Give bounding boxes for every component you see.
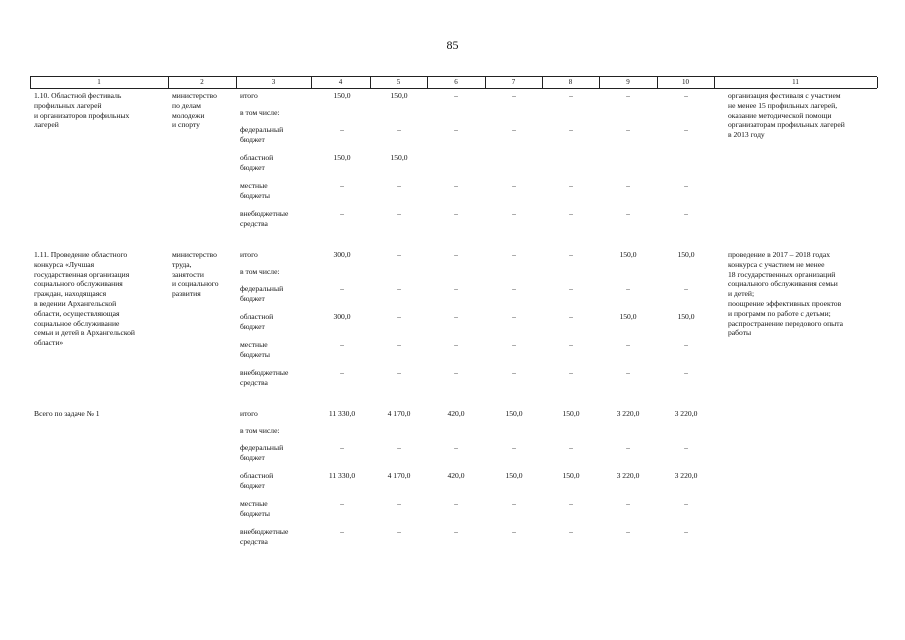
funding-value: – [569, 250, 573, 259]
funding-source-label: бюджет [240, 162, 265, 172]
measure-text: социальное обслуживание [34, 318, 120, 328]
funding-value: – [626, 209, 630, 218]
funding-value: – [397, 181, 401, 190]
funding-value: – [684, 284, 688, 293]
funding-value: 150,0 [333, 153, 351, 162]
funding-value: 150,0 [562, 409, 580, 418]
executor-text: министерство [172, 250, 217, 259]
funding-source-label: бюджет [240, 293, 265, 303]
funding-value: 3 220,0 [674, 471, 698, 480]
funding-value: – [397, 368, 401, 377]
funding-value: 150,0 [390, 91, 408, 100]
measure-text: конкурса «Лучшая [34, 259, 95, 269]
funding-value: – [454, 125, 458, 134]
page-number: 85 [446, 38, 459, 52]
funding-source-label: бюджет [240, 480, 265, 490]
funding-source-label: местные [240, 499, 268, 508]
funding-source-label: местные [240, 340, 268, 349]
funding-source-label: средства [240, 536, 268, 546]
measure-text: в ведении Архангельской [34, 299, 117, 308]
funding-source-label: внебюджетные [240, 368, 289, 377]
result-text: и программ по работе с детьми; [728, 308, 831, 318]
funding-source-label: бюджеты [240, 349, 270, 359]
executor-text: и спорту [172, 120, 200, 130]
column-number: 10 [682, 78, 689, 86]
column-number: 8 [568, 78, 573, 86]
funding-value: 150,0 [677, 312, 695, 321]
funding-value: – [569, 209, 573, 218]
funding-source-label: внебюджетные [240, 209, 289, 218]
column-number: 3 [271, 78, 276, 86]
measure-text: области, осуществляющая [34, 308, 120, 318]
column-number: 2 [200, 78, 204, 86]
funding-source-label: бюджеты [240, 190, 270, 200]
funding-source-label: местные [240, 181, 268, 190]
funding-source-label: средства [240, 218, 268, 228]
funding-source-label: бюджет [240, 452, 265, 462]
funding-source-label: итого [240, 91, 258, 100]
funding-value: – [512, 312, 516, 321]
measure-text: социального обслуживания [34, 279, 123, 289]
result-text: и детей; [728, 289, 755, 299]
funding-value: – [340, 368, 344, 377]
funding-source-label: внебюджетные [240, 527, 289, 536]
funding-value: – [454, 250, 458, 259]
funding-source-label: бюджет [240, 134, 265, 144]
funding-value: – [684, 443, 688, 452]
funding-value: 11 330,0 [328, 471, 356, 480]
funding-value: – [626, 527, 630, 536]
funding-value: – [454, 91, 458, 100]
funding-value: – [512, 527, 516, 536]
funding-source-label: областной [240, 153, 274, 162]
funding-value: – [512, 91, 516, 100]
funding-value: – [340, 527, 344, 536]
funding-source-label: в том числе: [240, 108, 280, 117]
funding-value: 3 220,0 [674, 409, 698, 418]
executor-text: по делам [172, 100, 201, 110]
measure-text: семьи и детей в Архангельской [34, 328, 135, 338]
executor-text: развития [172, 289, 201, 299]
column-number: 6 [454, 78, 458, 86]
funding-value: – [684, 340, 688, 349]
funding-value: – [684, 527, 688, 536]
funding-source-label: федеральный [240, 284, 284, 293]
funding-value: – [626, 368, 630, 377]
funding-source-label: средства [240, 377, 268, 387]
funding-value: – [454, 499, 458, 508]
funding-value: – [454, 368, 458, 377]
column-number: 1 [97, 78, 101, 86]
executor-text: и социального [172, 279, 219, 289]
measure-text: профильных лагерей [34, 100, 102, 110]
funding-value: – [569, 340, 573, 349]
executor-text: занятости [172, 269, 204, 279]
funding-value: – [512, 368, 516, 377]
funding-value: 300,0 [333, 250, 351, 259]
funding-value: 300,0 [333, 312, 351, 321]
executor-text: труда, [172, 259, 192, 269]
funding-source-label: областной [240, 312, 274, 321]
funding-value: – [626, 499, 630, 508]
result-text: оказание методической помощи [728, 110, 832, 120]
funding-value: – [569, 368, 573, 377]
funding-value: – [340, 284, 344, 293]
funding-value: 4 170,0 [387, 409, 411, 418]
funding-value: – [684, 181, 688, 190]
funding-value: 150,0 [619, 250, 637, 259]
funding-value: – [684, 91, 688, 100]
funding-value: – [512, 209, 516, 218]
funding-value: – [397, 340, 401, 349]
funding-source-label: федеральный [240, 125, 284, 134]
funding-value: – [397, 499, 401, 508]
funding-value: 4 170,0 [387, 471, 411, 480]
funding-value: – [569, 443, 573, 452]
column-number-header [30, 76, 877, 89]
funding-value: 150,0 [505, 409, 523, 418]
measure-text: государственная организация [34, 269, 130, 279]
result-text: организаторам профильных лагерей [728, 120, 845, 130]
funding-value: – [512, 284, 516, 293]
funding-value: – [684, 209, 688, 218]
funding-value: – [454, 209, 458, 218]
funding-value: – [397, 250, 401, 259]
funding-value: 150,0 [619, 312, 637, 321]
funding-value: 150,0 [390, 153, 408, 162]
funding-value: – [569, 284, 573, 293]
funding-value: – [569, 125, 573, 134]
funding-value: – [512, 443, 516, 452]
funding-value: – [397, 125, 401, 134]
funding-value: – [569, 312, 573, 321]
executor-text: молодежи [172, 110, 205, 120]
result-text: 18 государственных организаций [728, 269, 836, 279]
result-text: конкурса с участием не менее [728, 259, 825, 269]
funding-value: – [340, 340, 344, 349]
funding-value: – [454, 527, 458, 536]
result-text: проведение в 2017 – 2018 годах [728, 250, 830, 259]
funding-value: – [454, 284, 458, 293]
column-number: 5 [396, 78, 401, 86]
result-text: распространение передового опыта [728, 318, 844, 328]
funding-value: – [340, 443, 344, 452]
funding-value: – [397, 443, 401, 452]
funding-value: – [626, 181, 630, 190]
funding-value: – [512, 499, 516, 508]
measure-text: области» [34, 338, 64, 348]
funding-source-label: в том числе: [240, 426, 280, 435]
funding-value: 11 330,0 [328, 409, 356, 418]
funding-value: 3 220,0 [616, 409, 640, 418]
measure-text: граждан, находящаяся [34, 289, 107, 299]
funding-value: – [397, 284, 401, 293]
funding-value: – [684, 368, 688, 377]
funding-value: – [397, 209, 401, 218]
funding-value: 420,0 [447, 471, 465, 480]
funding-value: – [340, 209, 344, 218]
funding-value: – [626, 340, 630, 349]
measure-text: 1.10. Областной фестиваль [34, 91, 122, 100]
funding-source-label: итого [240, 409, 258, 418]
funding-source-label: в том числе: [240, 267, 280, 276]
result-text: в 2013 году [728, 130, 765, 140]
measure-text: лагерей [34, 120, 59, 130]
executor-text: министерство [172, 91, 217, 100]
funding-value: – [684, 499, 688, 508]
funding-value: 150,0 [333, 91, 351, 100]
result-text: работы [728, 328, 752, 338]
funding-value: – [397, 527, 401, 536]
funding-value: – [397, 312, 401, 321]
funding-value: 3 220,0 [616, 471, 640, 480]
funding-value: – [569, 91, 573, 100]
funding-value: – [626, 284, 630, 293]
funding-value: – [340, 125, 344, 134]
funding-value: 150,0 [505, 471, 523, 480]
measure-text: и организаторов профильных [34, 110, 130, 120]
funding-value: – [454, 340, 458, 349]
measure-text: 1.11. Проведение областного [34, 250, 128, 259]
funding-value: – [569, 181, 573, 190]
funding-value: – [512, 250, 516, 259]
result-text: социального обслуживания семьи [728, 279, 838, 289]
funding-value: – [512, 340, 516, 349]
funding-source-label: бюджет [240, 321, 265, 331]
column-number: 11 [792, 78, 799, 86]
funding-source-label: итого [240, 250, 258, 259]
column-number: 7 [511, 78, 516, 86]
funding-value: – [569, 527, 573, 536]
funding-value: 150,0 [562, 471, 580, 480]
column-number: 9 [626, 78, 630, 86]
result-text: организация фестиваля с участием [728, 91, 841, 100]
result-text: поощрение эффективных проектов [728, 299, 842, 308]
measure-text: Всего по задаче № 1 [34, 409, 100, 418]
funding-value: – [626, 91, 630, 100]
funding-value: – [454, 181, 458, 190]
funding-value: – [684, 125, 688, 134]
funding-value: 150,0 [677, 250, 695, 259]
funding-value: – [454, 443, 458, 452]
funding-value: – [626, 443, 630, 452]
funding-value: 420,0 [447, 409, 465, 418]
funding-value: – [454, 312, 458, 321]
funding-value: – [626, 125, 630, 134]
header-divider [877, 77, 878, 88]
result-text: не менее 15 профильных лагерей, [728, 100, 838, 110]
column-number: 4 [338, 78, 343, 86]
funding-source-label: федеральный [240, 443, 284, 452]
funding-value: – [569, 499, 573, 508]
funding-value: – [340, 181, 344, 190]
funding-source-label: бюджеты [240, 508, 270, 518]
funding-value: – [340, 499, 344, 508]
funding-value: – [512, 125, 516, 134]
funding-source-label: областной [240, 471, 274, 480]
funding-value: – [512, 181, 516, 190]
